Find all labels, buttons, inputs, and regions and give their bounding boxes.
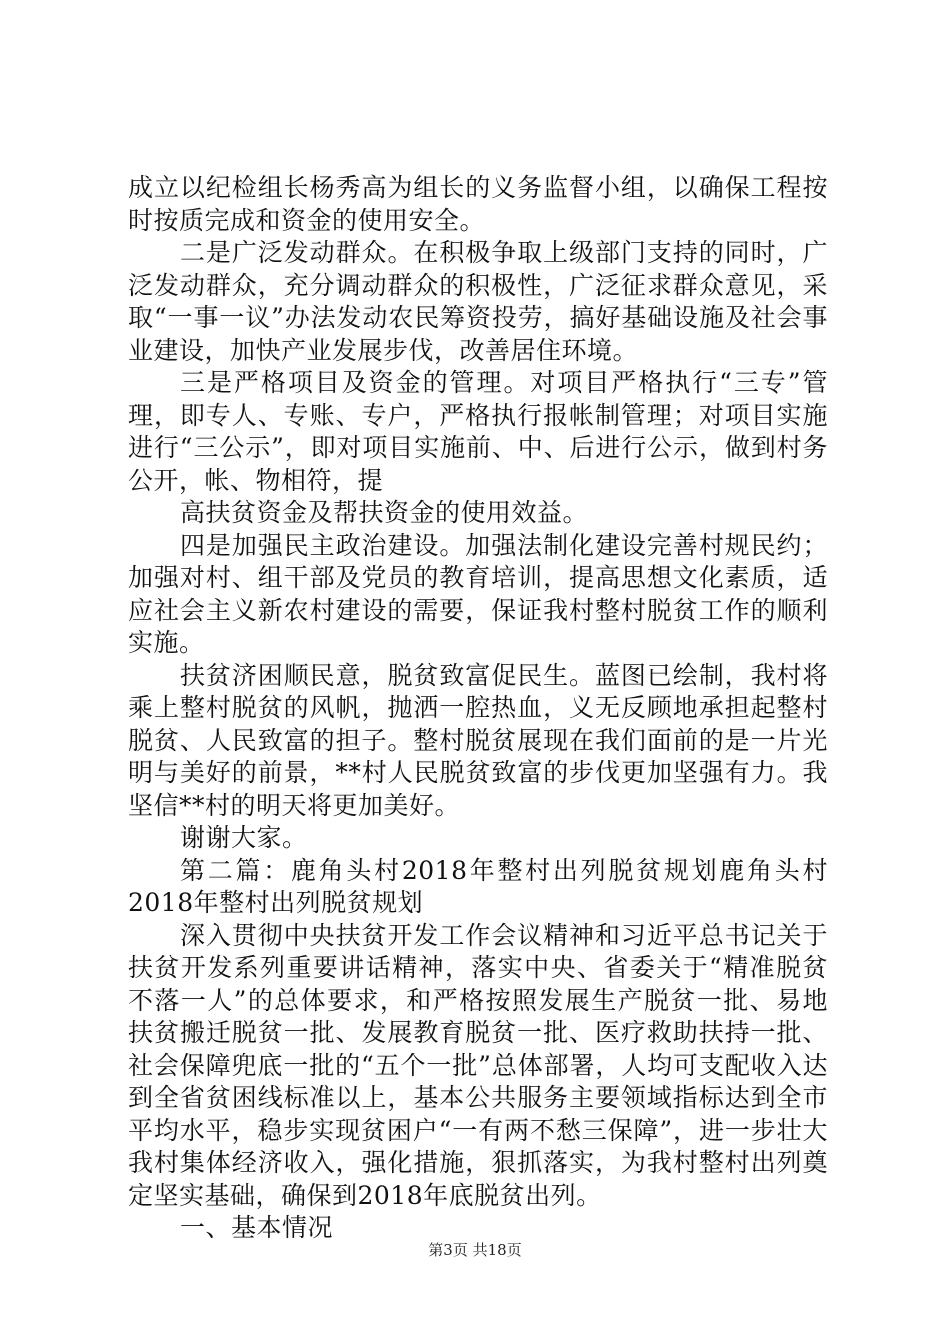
paragraph-conclusion: 扶贫济困顺民意，脱贫致富促民生。蓝图已绘制，我村将乘上整村脱贫的风帆，抛洒一腔热血，义无反顾地承担起整村脱贫、人民致富的担子。整村脱贫展现在我们面前的是一片光明与美好的前景，**村人民脱贫致富的步伐更加坚强有力。我坚信**村的明天将更加美好。	[128, 660, 828, 820]
document-body	[128, 172, 828, 1245]
paragraph-mobilize-masses: 二是广泛发动群众。在积极争取上级部门支持的同时，广泛发动群众，充分调动群众的积极性，广泛征求群众意见，采取“一事一议”办法发动农民筹资投劳，搞好基础设施及社会事业建设，加快产业发展步伐，改善居住环境。	[128, 238, 828, 365]
paragraph-fund-management: 三是严格项目及资金的管理。对项目严格执行“三专”管理，即专人、专账、专户，严格执行报帐制管理；对项目实施进行“三公示”，即对项目实施前、中、后进行公示，做到村务公开，帐、物相符，提	[128, 368, 828, 495]
paragraph-fund-efficiency: 高扶贫资金及帮扶资金的使用效益。	[180, 498, 589, 527]
section-title-part-two: 第二篇：鹿角头村2018年整村出列脱贫规划鹿角头村2018年整村出列脱贫规划	[128, 855, 828, 917]
paragraph-policy-goals: 深入贯彻中央扶贫开发工作会议精神和习近平总书记关于扶贫开发系列重要讲话精神，落实中央、省委关于“精准脱贫不落一人”的总体要求，和严格按照发展生产脱贫一批、易地扶贫搬迁脱贫一批、发展教育脱贫一批、医疗救助扶持一批、社会保障兜底一批的“五个一批”总体部署，人均可支配收入达到全省贫困线标准以上，基本公共服务主要领域指标达到全市平均水平，稳步实现贫困户“一有两不愁三保障”，进一步壮大我村集体经济收入，强化措施，狠抓落实，为我村整村出列奠定坚实基础，确保到2018年底脱贫出列。	[128, 920, 828, 1210]
paragraph-thanks: 谢谢大家。	[180, 823, 308, 852]
section-heading-basic-info: 一、基本情况	[180, 1213, 334, 1242]
paragraph-democratic-politics: 四是加强民主政治建设。加强法制化建设完善村规民约；加强对村、组干部及党员的教育培训，提高思想文化素质，适应社会主义新农村建设的需要，保证我村整村脱贫工作的顺利实施。	[128, 530, 828, 657]
paragraph-continuation: 成立以纪检组长杨秀高为组长的义务监督小组，以确保工程按时按质完成和资金的使用安全。	[128, 173, 828, 235]
page-number-footer: 第3页 共18页	[428, 1241, 522, 1259]
